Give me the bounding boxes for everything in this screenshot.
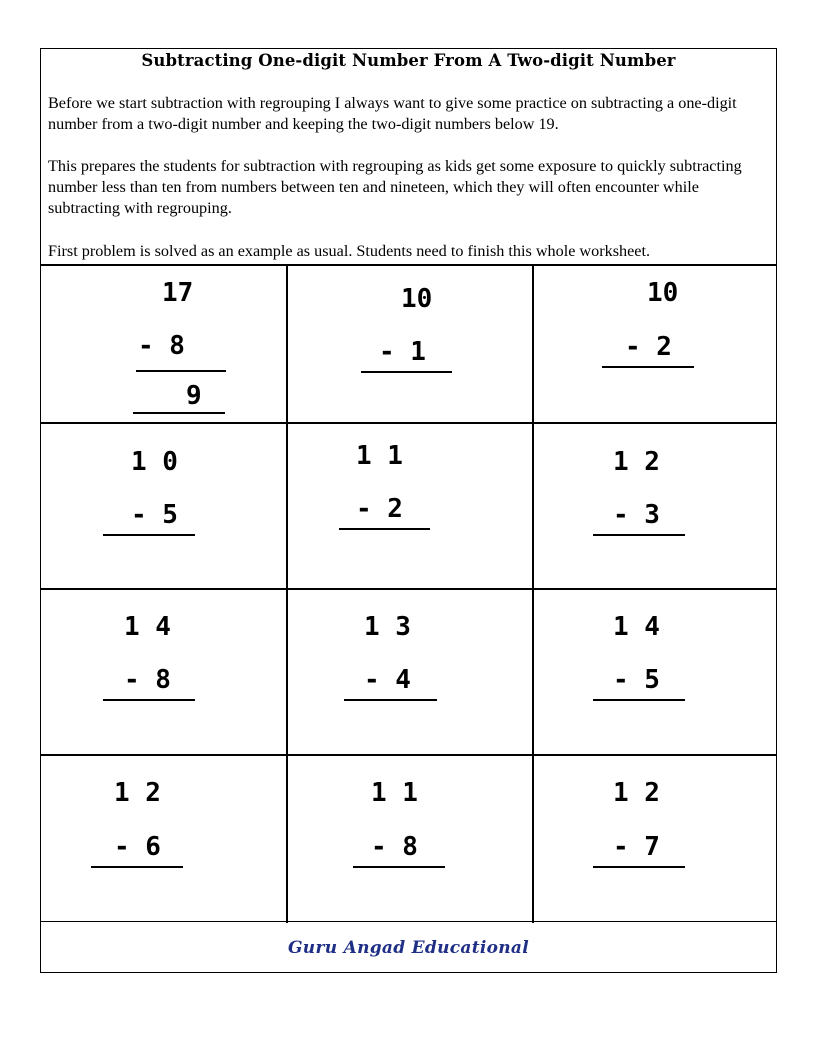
problem-minuend: 1 1 xyxy=(371,778,418,808)
problem-answer: 9 xyxy=(186,381,202,411)
grid-divider xyxy=(41,422,777,424)
problem-subtrahend: - 4 xyxy=(364,665,411,695)
footer xyxy=(41,921,776,974)
problem-minuend: 1 3 xyxy=(364,612,411,642)
problem-subtrahend: - 8 xyxy=(371,832,418,862)
problem-minuend: 1 2 xyxy=(613,778,660,808)
answer-line xyxy=(339,528,430,530)
answer-line xyxy=(602,366,694,368)
answer-line xyxy=(593,534,685,536)
intro-paragraph-3: First problem is solved as an example as usual. Students need to finish this whole worksheet. xyxy=(48,242,650,260)
problem-minuend: 10 xyxy=(647,278,679,308)
problem-minuend: 1 4 xyxy=(613,612,660,642)
problem-subtrahend: - 5 xyxy=(131,500,178,530)
answer-line xyxy=(103,699,195,701)
problem-subtrahend: - 8 xyxy=(138,331,185,361)
answer-line xyxy=(361,371,452,373)
problem-minuend: 1 0 xyxy=(131,447,178,477)
problem-subtrahend: - 6 xyxy=(114,832,161,862)
problem-minuend: 17 xyxy=(162,278,194,308)
answer-line xyxy=(353,866,445,868)
answer-line xyxy=(91,866,183,868)
answer-line xyxy=(103,534,195,536)
answer-underline xyxy=(133,412,225,414)
problem-minuend: 1 1 xyxy=(356,441,403,471)
problem-subtrahend: - 7 xyxy=(613,832,660,862)
intro-paragraph-2: This prepares the students for subtraction with regrouping as kids get some exposure to quickly subtracting number less than ten from numbers between ten and nineteen, which they will often encounter while subtracting with regrouping. xyxy=(48,157,742,217)
grid-divider xyxy=(286,266,288,923)
intro-paragraph-1: Before we start subtraction with regrouping I always want to give some practice on subtracting a one-digit number from a two-digit number and keeping the two-digit numbers below 19. xyxy=(48,94,737,133)
answer-line xyxy=(593,699,685,701)
brand-name: Guru Angad Educational xyxy=(287,938,530,958)
problem-minuend: 1 2 xyxy=(613,447,660,477)
problem-subtrahend: - 8 xyxy=(124,665,171,695)
problem-subtrahend: - 3 xyxy=(613,500,660,530)
grid-divider xyxy=(532,266,534,923)
problem-subtrahend: - 2 xyxy=(625,332,672,362)
grid-divider xyxy=(41,754,777,756)
grid-divider xyxy=(41,588,777,590)
problem-subtrahend: - 2 xyxy=(356,494,403,524)
answer-line xyxy=(593,866,685,868)
problem-minuend: 1 4 xyxy=(124,612,171,642)
problem-minuend: 10 xyxy=(401,284,433,314)
answer-line xyxy=(344,699,437,701)
problem-minuend: 1 2 xyxy=(114,778,161,808)
worksheet xyxy=(40,48,777,973)
problem-subtrahend: - 5 xyxy=(613,665,660,695)
problem-subtrahend: - 1 xyxy=(379,337,426,367)
answer-line xyxy=(136,370,226,372)
worksheet-title: Subtracting One-digit Number From A Two-digit Number xyxy=(141,51,676,70)
problem-grid xyxy=(41,264,777,923)
